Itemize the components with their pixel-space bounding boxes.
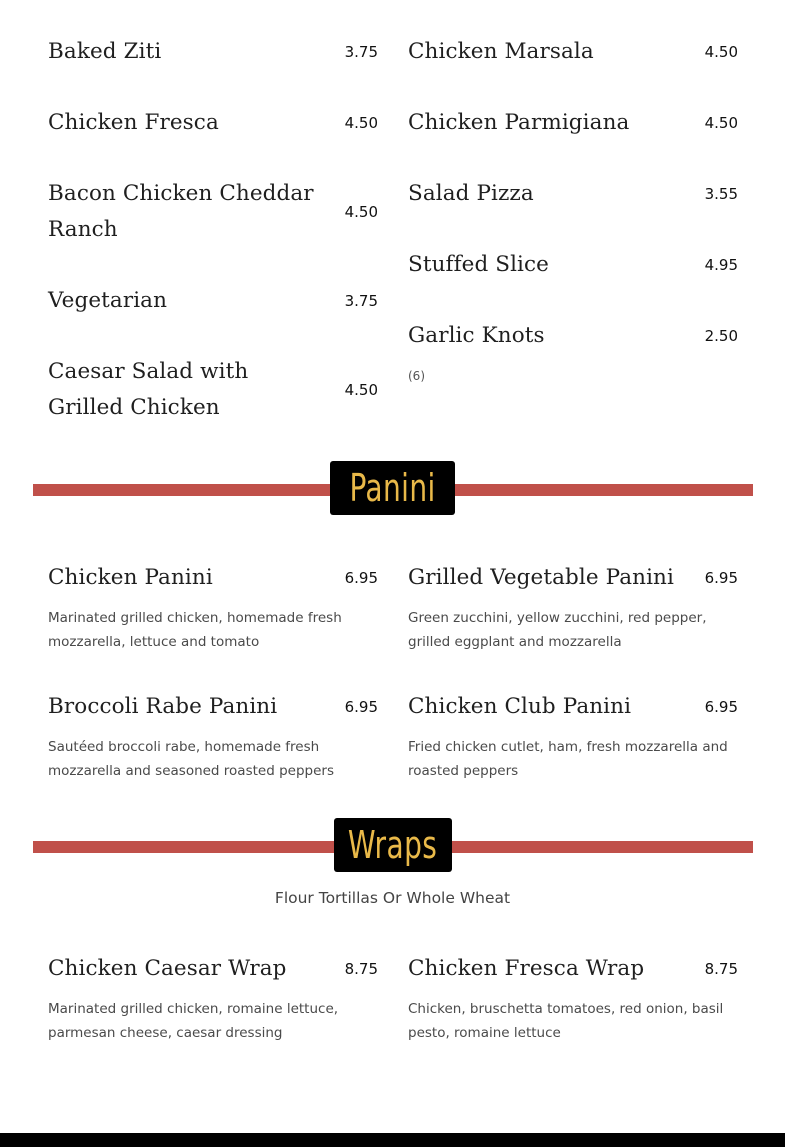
item-name: Garlic Knots: [408, 323, 545, 348]
menu-item-stuffed-slice: [408, 247, 738, 287]
menu-item-bacon-chicken-cheddar-ranch: [48, 176, 378, 251]
item-name: Grilled Vegetable Panini: [408, 565, 674, 590]
item-price: 8.75: [344, 960, 378, 978]
item-description: Marinated grilled chicken, homemade fresh mozzarella, lettuce and tomato: [48, 610, 342, 650]
item-name: Chicken Caesar Wrap: [48, 956, 287, 981]
item-price: 3.75: [344, 43, 378, 61]
item-price: 4.50: [704, 114, 738, 132]
menu-item-chicken-panini: [48, 560, 378, 660]
item-price: 6.95: [704, 569, 738, 587]
item-quantity-note: (6): [408, 369, 425, 383]
item-name: Caesar Salad with Grilled Chicken: [48, 359, 249, 420]
item-description: Sautéed broccoli rabe, homemade fresh mozzarella and seasoned roasted peppers: [48, 739, 334, 779]
item-price: 4.50: [344, 381, 378, 399]
menu-item-salad-pizza: [408, 176, 738, 216]
item-price: 8.75: [704, 960, 738, 978]
section-title-wraps: [334, 818, 452, 872]
item-price: 2.50: [704, 327, 738, 345]
item-price: 3.75: [344, 292, 378, 310]
item-price: 4.50: [704, 43, 738, 61]
item-name: Chicken Club Panini: [408, 694, 632, 719]
item-price: 4.95: [704, 256, 738, 274]
page-footer-bar: [0, 1133, 785, 1147]
menu-item-grilled-vegetable-panini: [408, 560, 738, 660]
item-name: Salad Pizza: [408, 181, 534, 206]
item-name: Broccoli Rabe Panini: [48, 694, 278, 719]
menu-item-chicken-fresca: [48, 105, 378, 145]
menu-item-chicken-parmigiana: [408, 105, 738, 145]
menu-item-chicken-club-panini: [408, 689, 738, 789]
item-price: 4.50: [344, 114, 378, 132]
item-name: Chicken Parmigiana: [408, 110, 630, 135]
item-name: Chicken Fresca: [48, 110, 219, 135]
section-title-panini: [330, 461, 455, 515]
item-description: Green zucchini, yellow zucchini, red pepper, grilled eggplant and mozzarella: [408, 610, 707, 650]
item-name: Bacon Chicken Cheddar Ranch: [48, 181, 314, 242]
menu-item-broccoli-rabe-panini: [48, 689, 378, 789]
menu-item-chicken-marsala: [408, 34, 738, 74]
item-price: 6.95: [704, 698, 738, 716]
item-price: 4.50: [344, 203, 378, 221]
menu-item-garlic-knots: [408, 318, 738, 388]
item-description: Marinated grilled chicken, romaine lettuce, parmesan cheese, caesar dressing: [48, 1001, 339, 1041]
item-description: Fried chicken cutlet, ham, fresh mozzarella and roasted peppers: [408, 739, 728, 779]
item-name: Chicken Panini: [48, 565, 213, 590]
section-subtitle-wraps: Flour Tortillas Or Whole Wheat: [274, 889, 511, 907]
item-price: 6.95: [344, 569, 378, 587]
item-price: 3.55: [704, 185, 738, 203]
section-title-text: Panini: [349, 466, 436, 510]
menu-item-baked-ziti: [48, 34, 378, 74]
item-name: Chicken Marsala: [408, 39, 594, 64]
item-description: Chicken, bruschetta tomatoes, red onion, basil pesto, romaine lettuce: [408, 1001, 724, 1041]
menu-item-vegetarian: [48, 283, 378, 323]
item-name: Baked Ziti: [48, 39, 162, 64]
item-price: 6.95: [344, 698, 378, 716]
item-name: Chicken Fresca Wrap: [408, 956, 645, 981]
menu-item-chicken-fresca-wrap: [408, 951, 738, 1051]
menu-item-caesar-salad-grilled-chicken: [48, 354, 378, 429]
section-title-text: Wraps: [348, 823, 438, 867]
item-name: Vegetarian: [48, 288, 168, 313]
menu-item-chicken-caesar-wrap: [48, 951, 378, 1051]
item-name: Stuffed Slice: [408, 252, 549, 277]
